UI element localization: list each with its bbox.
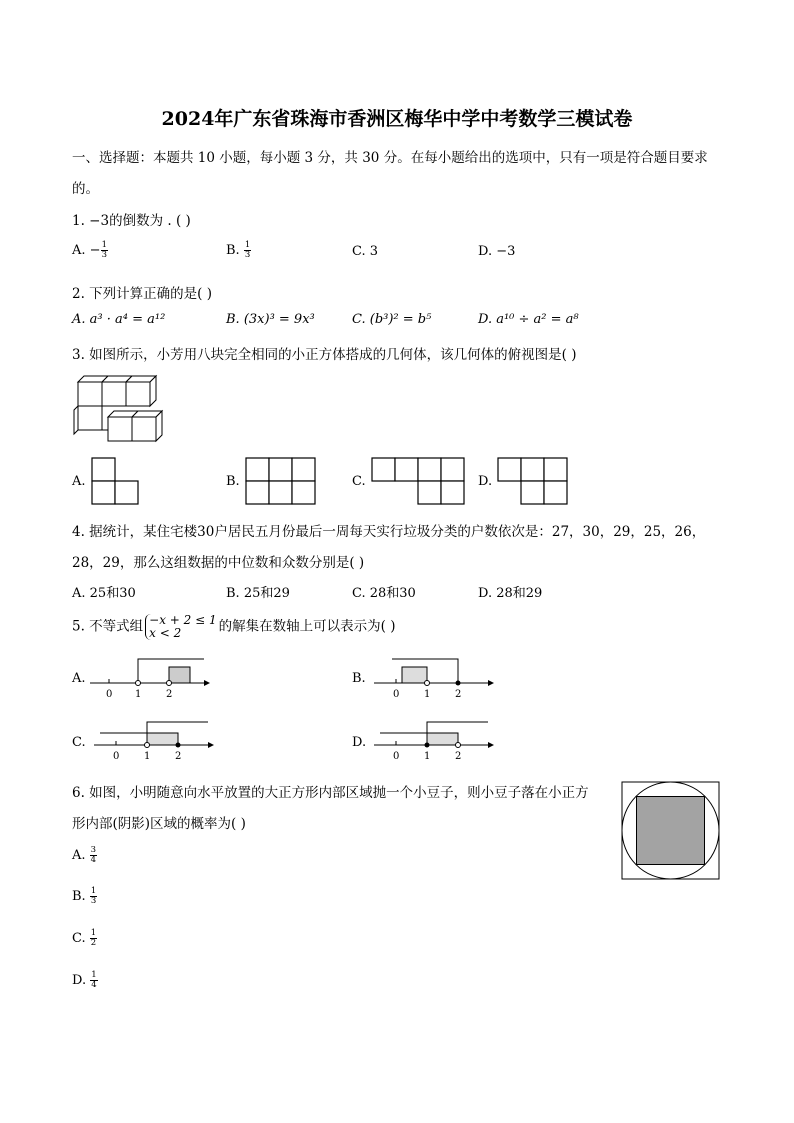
q1-option-d[interactable]: D. −3 [478, 244, 516, 259]
tick-label-0: 0 [106, 689, 113, 700]
square-circle-figure [621, 781, 721, 881]
q2-stem: 2. 下列计算正确的是( ) [72, 286, 212, 302]
q3-option-c[interactable]: C. [352, 474, 366, 489]
tick-label-2: 2 [175, 751, 182, 762]
tick-label-1: 1 [144, 751, 151, 762]
q5-numberline-a [88, 655, 210, 701]
q6-option-b[interactable] [72, 887, 97, 906]
q5-stem: 5. 不等式组 −x + 2 ≤ 1 x < 2 的解集在数轴上可以表示为( ) [72, 613, 396, 640]
option-label: A. [72, 243, 86, 258]
fraction: $\frac{1}{2}$ [90, 928, 97, 948]
q5-numberline-b [372, 655, 494, 701]
tick-label-0: 0 [113, 751, 120, 762]
section-heading: 一、选择题：本题共 10 小题，每小题 3 分，共 30 分。在每小题给出的选项中，只有一项是符合题目要求 [72, 150, 708, 166]
page-title: 2024年广东省珠海市香洲区梅华中学中考数学三模试卷 [161, 108, 633, 130]
option-label: B. [226, 243, 240, 258]
q3-option-a[interactable]: A. [72, 474, 86, 489]
minus-sign: − [89, 243, 101, 258]
q5-numberline-c [92, 719, 214, 765]
inequality-system: −x + 2 ≤ 1 x < 2 [145, 614, 216, 640]
cube-figure [72, 373, 167, 445]
q5-option-c[interactable]: C. [72, 735, 86, 750]
q4-stem-line1: 4. 据统计，某住宅楼30户居民五月份最后一周每天实行垃圾分类的户数依次是：27，30，29，25，26， [72, 524, 706, 540]
fraction: $\frac{3}{4}$ [90, 845, 97, 865]
q2-option-b[interactable]: B. (3x)³ = 9x³ [226, 312, 315, 327]
tick-label-2: 2 [166, 689, 173, 700]
tick-label-1: 1 [424, 689, 431, 700]
q6-stem-line1: 6. 如图，小明随意向水平放置的大正方形内部区域抛一个小豆子，则小豆子落在小正方 [72, 785, 589, 801]
q1-option-a[interactable] [72, 241, 108, 260]
q6-option-d[interactable] [72, 971, 98, 990]
fraction: $\frac{1}{4}$ [91, 970, 97, 990]
option-label: D. [72, 973, 87, 988]
q3-option-b[interactable]: B. [226, 474, 240, 489]
q2-option-d[interactable]: D. a¹⁰ ÷ a² = a⁸ [478, 312, 579, 327]
q6-stem-line2: 形内部(阴影)区域的概率为( ) [72, 816, 246, 832]
q5-numberline-d [372, 719, 494, 765]
fraction: $\frac{1}{3}$ [101, 240, 107, 260]
q2-option-a[interactable]: A. a³ · a⁴ = a¹² [72, 312, 166, 327]
q5-option-a[interactable]: A. [72, 671, 86, 686]
tick-label-1: 1 [135, 689, 142, 700]
q3-view-c [371, 457, 465, 506]
fraction: $\frac{1}{3}$ [90, 886, 97, 906]
q3-view-b [245, 457, 317, 506]
tick-label-0: 0 [393, 751, 400, 762]
q3-view-a [91, 457, 139, 506]
q3-stem: 3. 如图所示，小芳用八块完全相同的小正方体搭成的几何体，该几何体的俯视图是( ) [72, 347, 577, 363]
q5-option-d[interactable]: D. [352, 735, 367, 750]
q1-option-c[interactable]: C. 3 [352, 244, 379, 259]
q4-stem-line2: 28，29，那么这组数据的中位数和众数分别是( ) [72, 555, 365, 571]
tick-label-2: 2 [455, 689, 462, 700]
option-label: A. [72, 848, 86, 863]
q4-option-b[interactable]: B. 25和29 [226, 586, 290, 601]
tick-label-1: 1 [424, 751, 431, 762]
q2-option-c[interactable]: C. (b³)² = b⁵ [352, 312, 432, 327]
q4-option-a[interactable]: A. 25和30 [72, 586, 136, 601]
fraction: $\frac{1}{3}$ [244, 240, 251, 260]
option-label: C. [72, 931, 86, 946]
q5-option-b[interactable]: B. [352, 671, 366, 686]
q6-option-c[interactable] [72, 929, 97, 948]
q6-option-a[interactable] [72, 846, 97, 865]
q4-option-d[interactable]: D. 28和29 [478, 586, 543, 601]
tick-label-0: 0 [393, 689, 400, 700]
q1-stem: 1. −3的倒数为 . ( ) [72, 213, 191, 229]
q3-view-d [497, 457, 569, 506]
option-label: B. [72, 889, 86, 904]
q4-option-c[interactable]: C. 28和30 [352, 586, 416, 601]
q3-option-d[interactable]: D. [478, 474, 493, 489]
section-heading-cont: 的。 [72, 181, 99, 197]
tick-label-2: 2 [455, 751, 462, 762]
q1-option-b[interactable] [226, 241, 251, 260]
